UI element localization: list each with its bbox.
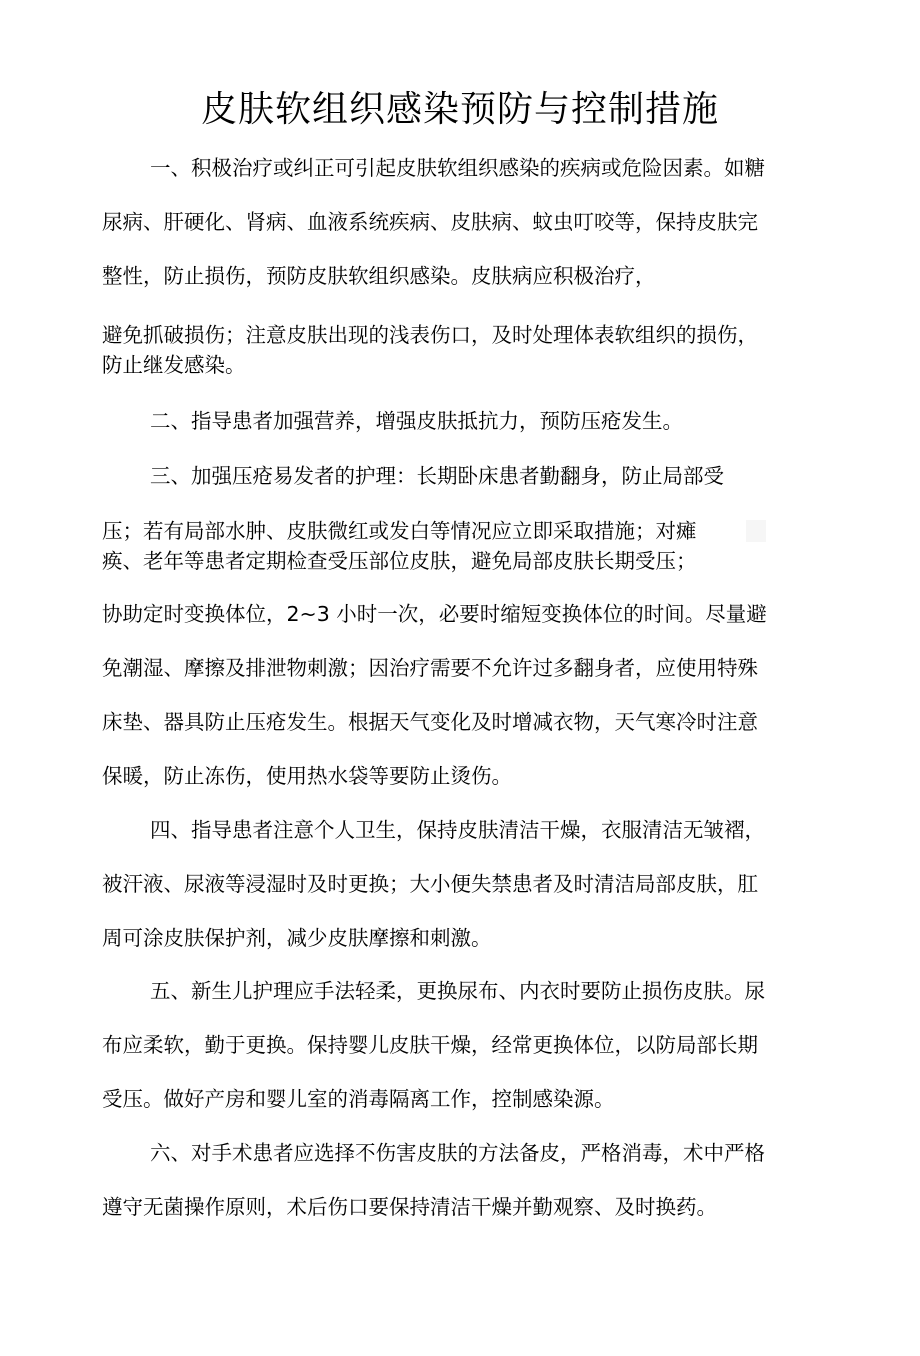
scan-artifact — [746, 520, 766, 542]
paragraph-line: 压；若有局部水肿、皮肤微红或发白等情况应立即采取措施；对瘫 — [102, 519, 697, 543]
paragraph-line: 三、加强压疮易发者的护理：长期卧床患者勤翻身，防止局部受 — [150, 464, 724, 488]
paragraph-line: 遵守无菌操作原则，术后伤口要保持清洁干燥并勤观察、及时换药。 — [102, 1195, 717, 1219]
paragraph-line: 布应柔软，勤于更换。保持婴儿皮肤干燥，经常更换体位，以防局部长期 — [102, 1033, 758, 1057]
paragraph-line: 五、新生儿护理应手法轻柔，更换尿布、内衣时要防止损伤皮肤。尿 — [150, 979, 765, 1003]
paragraph-line: 受压。做好产房和婴儿室的消毒隔离工作，控制感染源。 — [102, 1087, 615, 1111]
paragraph-line: 保暖，防止冻伤，使用热水袋等要防止烫伤。 — [102, 764, 512, 788]
paragraph-line: 整性，防止损伤，预防皮肤软组织感染。皮肤病应积极治疗， — [102, 264, 656, 288]
paragraph-line: 防止继发感染。 — [102, 353, 246, 377]
paragraph-line: 二、指导患者加强营养，增强皮肤抵抗力，预防压疮发生。 — [150, 409, 683, 433]
paragraph-line: 周可涂皮肤保护剂，减少皮肤摩擦和刺激。 — [102, 926, 492, 950]
paragraph-line: 四、指导患者注意个人卫生，保持皮肤清洁干燥，衣服清洁无皱褶， — [150, 818, 765, 842]
paragraph-line: 免潮湿、摩擦及排泄物刺激；因治疗需要不允许过多翻身者，应使用特殊 — [102, 656, 758, 680]
paragraph-line: 尿病、肝硬化、肾病、血液系统疾病、皮肤病、蚊虫叮咬等，保持皮肤完 — [102, 210, 758, 234]
paragraph-line: 一、积极治疗或纠正可引起皮肤软组织感染的疾病或危险因素。如糖 — [150, 156, 765, 180]
paragraph-line: 六、对手术患者应选择不伤害皮肤的方法备皮，严格消毒，术中严格 — [150, 1141, 765, 1165]
paragraph-line: 床垫、器具防止压疮发生。根据天气变化及时增减衣物，天气寒冷时注意 — [102, 710, 758, 734]
paragraph-line: 痪、老年等患者定期检查受压部位皮肤，避免局部皮肤长期受压； — [102, 549, 697, 573]
paragraph-line: 避免抓破损伤；注意皮肤出现的浅表伤口，及时处理体表软组织的损伤， — [102, 323, 758, 347]
document-title: 皮肤软组织感染预防与控制措施 — [200, 89, 719, 130]
paragraph-line: 协助定时变换体位，2~3 小时一次，必要时缩短变换体位的时间。尽量避 — [102, 602, 767, 626]
paragraph-line: 被汗液、尿液等浸湿时及时更换；大小便失禁患者及时清洁局部皮肤，肛 — [102, 872, 758, 896]
